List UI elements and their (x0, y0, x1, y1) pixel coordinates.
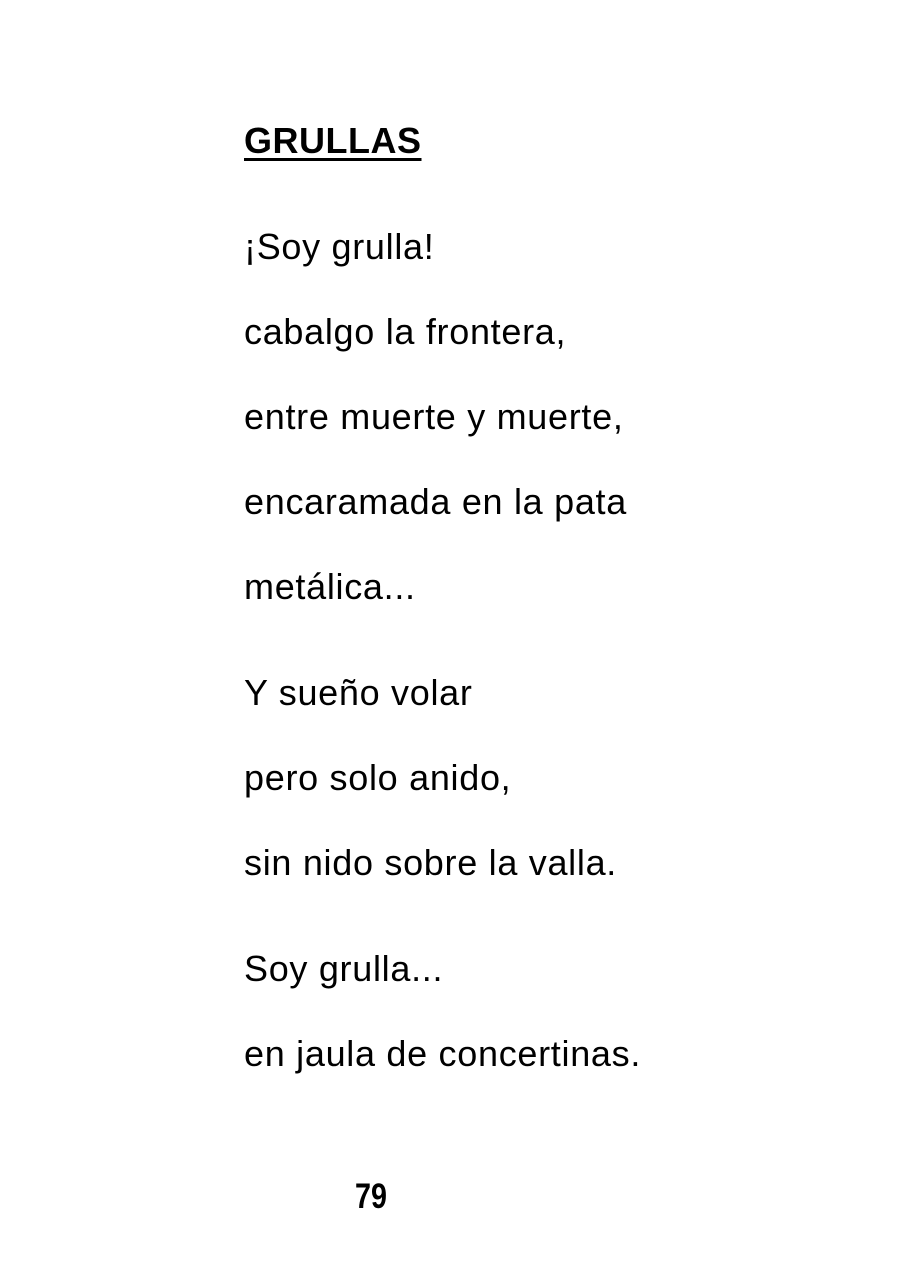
stanza-3 (244, 926, 843, 1096)
poem-line: sin nido sobre la valla. (244, 842, 618, 883)
page-number: 79 (355, 1177, 387, 1216)
stanza-2 (244, 650, 843, 905)
poem-line: entre muerte y muerte, (244, 396, 624, 437)
poem-line: ¡Soy grulla! (244, 226, 435, 267)
poem-line: metálica... (244, 566, 416, 607)
poem-line: cabalgo la frontera, (244, 311, 567, 352)
poem-line: en jaula de concertinas. (244, 1033, 642, 1074)
poem-line: pero solo anido, (244, 757, 512, 798)
stanza-1 (244, 204, 843, 629)
poem-line: Soy grulla... (244, 948, 444, 989)
poem-title: GRULLAS (244, 120, 422, 161)
poem-line: encaramada en la pata (244, 481, 627, 522)
poem-line: Y sueño volar (244, 672, 473, 713)
